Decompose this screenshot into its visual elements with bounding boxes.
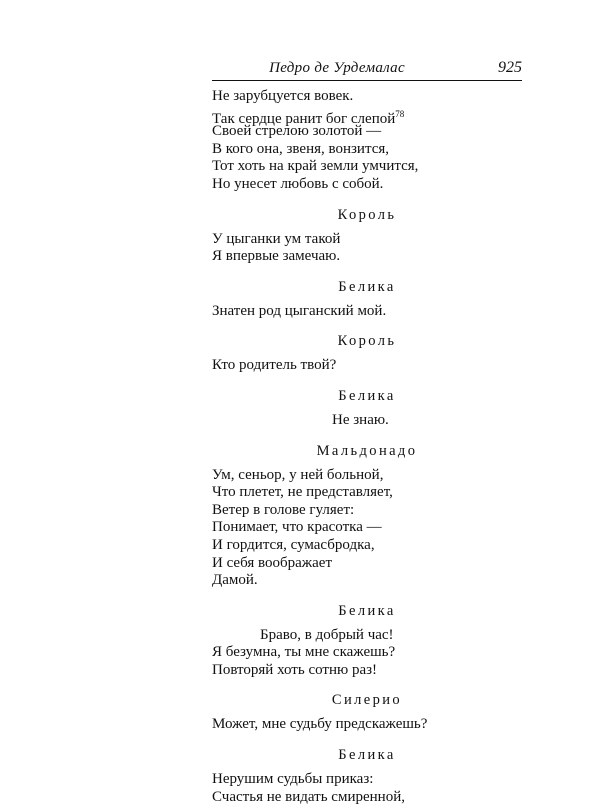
verse-line: Счастья не видать смиренной, [212, 788, 405, 805]
verse-line: Но унесет любовь с собой. [212, 175, 384, 192]
speaker-name: Мальдонадо [316, 442, 418, 459]
speaker-name: Король [337, 333, 397, 350]
verse-line: Ветер в голове гуляет: [212, 501, 355, 518]
verse-line: Браво, в добрый час! [260, 626, 394, 643]
verse-line: Не зарубцуется вовек. [212, 88, 354, 104]
verse-line: Нерушим судьбы приказ: [212, 771, 374, 788]
verse-line: Тот хоть на край земли умчится, [212, 158, 419, 175]
footnote-ref: 78 [395, 108, 405, 119]
verse-line: Знатен род цыганский мой. [212, 302, 387, 319]
verse-line: Не знаю. [332, 411, 389, 428]
verse-line [212, 106, 522, 127]
header-rule [212, 80, 522, 81]
verse-line: Ум, сеньор, у ней больной, [212, 466, 384, 483]
verse-line: Дамой. [212, 572, 258, 589]
speaker-name: Белика [338, 278, 396, 295]
speaker-name: Белика [338, 747, 396, 764]
play-text [212, 88, 522, 806]
verse-line: Я впервые замечаю. [212, 248, 341, 265]
verse-line: Что плетет, не представляет, [212, 484, 393, 501]
page-number: 925 [498, 59, 522, 76]
speaker-name: Силерио [331, 692, 403, 709]
running-header [212, 60, 522, 78]
verse-line-text: Так сердце ранит бог слепой [212, 110, 396, 127]
verse-line: У цыганки ум такой [212, 230, 341, 247]
verse-line: Повторяй хоть сотню раз! [212, 661, 378, 678]
verse-line: Понимает, что красотка — [212, 519, 382, 536]
verse-line: Своей стрелою золотой — [212, 123, 382, 140]
speaker-name: Белика [338, 387, 396, 404]
running-title: Педро де Урдемалас [269, 60, 405, 76]
verse-line: В кого она, звеня, вонзится, [212, 140, 390, 157]
verse-block [212, 88, 522, 194]
verse-line: И гордится, сумасбродка, [212, 536, 375, 553]
verse-line: Кто родитель твой? [212, 357, 337, 374]
verse-line: Я безумна, ты мне скажешь? [212, 644, 396, 661]
speaker-name: Белика [338, 602, 396, 619]
speaker-name: Король [337, 206, 397, 223]
verse-line: Может, мне судьбу предскажешь? [212, 716, 428, 733]
verse-line: И себя воображает [212, 554, 332, 571]
